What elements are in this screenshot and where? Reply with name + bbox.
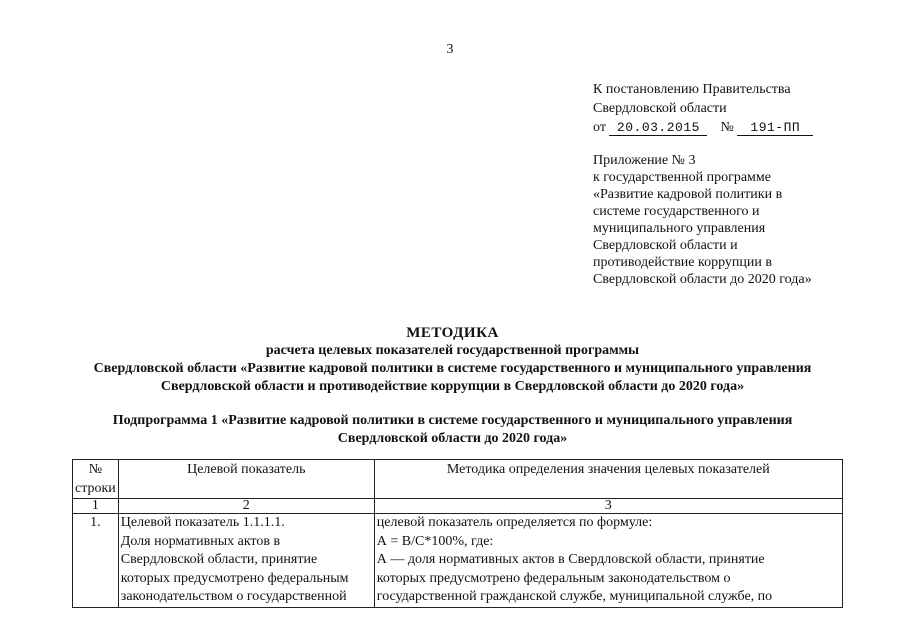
method-line: которых предусмотрено федеральным законодательством о: [376, 570, 731, 586]
subprogram-line-2: Свердловской области до 2020 года»: [337, 431, 568, 446]
title-line-4: Свердловской области и противодействие коррупции в Свердловской области до 2020 года»: [160, 379, 745, 394]
title-main: МЕТОДИКА: [406, 325, 499, 341]
column-number: 3: [374, 499, 842, 514]
column-number: 1: [73, 499, 119, 514]
approval-block: [593, 80, 813, 137]
header-row-number: [73, 460, 119, 499]
header-indicator: Целевой показатель: [118, 460, 374, 499]
approval-date-line: [593, 118, 813, 137]
title-line-3: Свердловской области «Развитие кадровой политики в системе государственного и муниципального управления: [93, 361, 812, 376]
methodology-table: [72, 459, 843, 608]
header-method: Методика определения значения целевых показателей: [374, 460, 842, 499]
appendix-line: «Развитие кадровой политики в: [593, 187, 783, 202]
indicator-line: которых предусмотрено федеральным: [120, 570, 349, 586]
header-row-word: строки: [75, 481, 116, 496]
column-number: 2: [118, 499, 374, 514]
row-number: 1.: [73, 514, 119, 608]
appendix-line: Свердловской области до 2020 года»: [593, 272, 812, 287]
appendix-block: [593, 152, 873, 288]
indicator-line: Свердловской области, принятие: [120, 552, 318, 567]
subprogram-line-1: Подпрограмма 1 «Развитие кадровой политики в системе государственного и муниципального управления: [112, 413, 793, 428]
column-number-row: [73, 499, 843, 514]
number-prefix: №: [720, 120, 734, 135]
approval-line-2: Свердловской области: [593, 101, 727, 116]
indicator-line: законодательством о государственной: [120, 589, 347, 604]
date-prefix: от: [593, 120, 606, 135]
number-value: 191-ПП: [737, 120, 813, 136]
method-line: государственной гражданской службе, муниципальной службе, по: [376, 589, 773, 604]
approval-line-1: К постановлению Правительства: [593, 82, 791, 97]
indicator-line: Целевой показатель 1.1.1.1.: [120, 515, 285, 530]
method-cell: [374, 514, 842, 608]
indicator-line: Доля нормативных актов в: [120, 533, 281, 549]
table-header-row: [73, 460, 843, 499]
method-line: А = В/С*100%, где:: [376, 533, 494, 549]
method-line: целевой показатель определяется по формуле:: [376, 515, 653, 530]
date-value: 20.03.2015: [609, 120, 707, 136]
appendix-line: Свердловской области и: [593, 238, 738, 253]
table-row: [73, 514, 843, 608]
method-line: А — доля нормативных актов в Свердловской области, принятие: [376, 552, 765, 567]
appendix-line: противодействие коррупции в: [593, 255, 772, 270]
indicator-cell: [118, 514, 374, 608]
appendix-line: к государственной программе: [593, 170, 771, 185]
title-line-2: расчета целевых показателей государственной программы: [265, 343, 640, 358]
appendix-line: Приложение № 3: [593, 153, 696, 168]
appendix-line: системе государственного и: [593, 204, 760, 219]
appendix-line: муниципального управления: [593, 221, 766, 236]
document-title: [0, 324, 905, 396]
page-number: 3: [446, 42, 454, 57]
subprogram-heading: [0, 412, 905, 448]
header-number-sign: №: [88, 462, 103, 477]
